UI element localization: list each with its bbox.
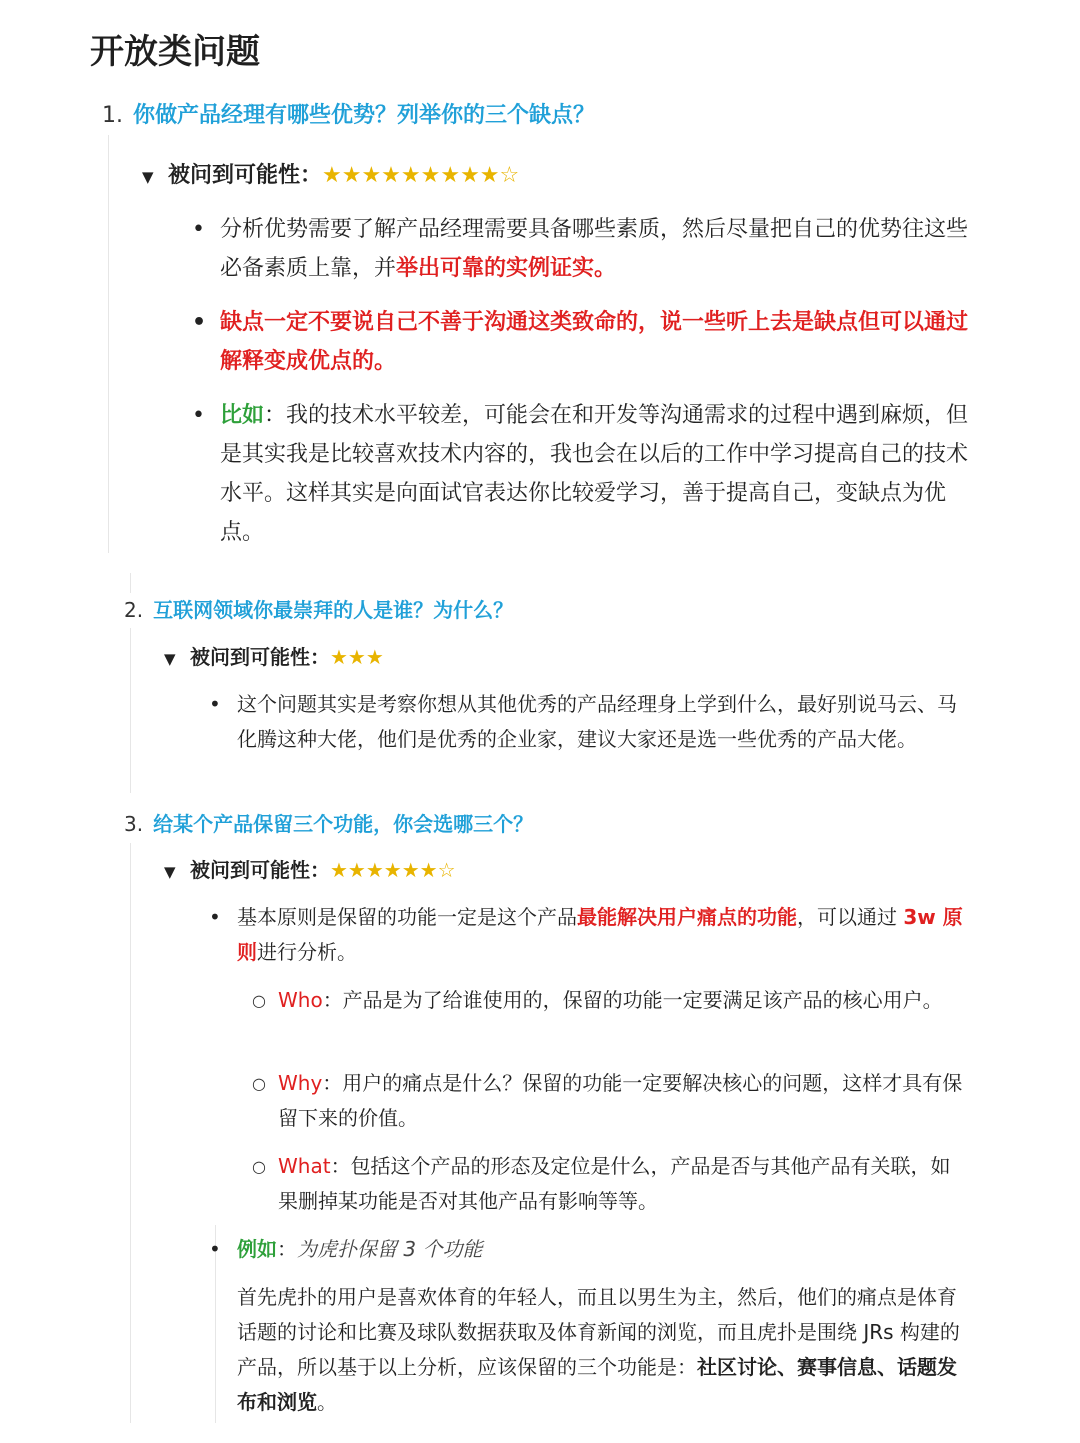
toggle-likelihood[interactable] [164,640,384,677]
example-label: 例如 [237,1237,277,1261]
highlight-text: 举出可靠的实例证实。 [396,256,617,281]
question-3 [124,808,533,837]
bullet-icon: • [192,310,207,335]
triangle-down-icon[interactable]: ▼ [164,650,176,668]
example-label: 比如 [220,403,265,428]
question-2 [124,594,513,623]
sub-list-item-who: ○ Who：产品是为了给谁使用的，保留的功能一定要满足该产品的核心用户。 [278,983,968,1018]
list-item: • 例如：为虎扑保留 3 个功能 [237,1232,967,1267]
list-item: • 这个问题其实是考察你想从其他优秀的产品经理身上学到什么，最好别说马云、马化腾这种大佬，他们是优秀的企业家，建议大家还是选一些优秀的产品大佬。 [237,687,967,757]
sub-list-item-what: ○ What：包括这个产品的形态及定位是什么，产品是否与其他产品有关联，如果删掉某功能是否对其他产品有影响等等。 [278,1149,968,1219]
toggle-likelihood[interactable] [164,853,456,890]
list-item: • 分析优势需要了解产品经理需要具备哪些素质，然后尽量把自己的优势往这些必备素质上靠，并举出可靠的实例证实。 [220,210,975,288]
circle-bullet-icon: ○ [252,991,266,1010]
indent-guide [130,628,131,793]
toggle-label: 被问到可能性： [190,645,330,669]
bullet-icon: • [209,905,221,929]
highlight-text: 3w 原则 [237,905,963,964]
question-text: 互联网领域你最崇拜的人是谁？为什么？ [153,598,514,622]
toggle-label: 被问到可能性： [168,163,323,188]
star-rating: ★★★★★★☆ [330,858,456,882]
example-title: 为虎扑保留 3 个功能 [297,1237,483,1261]
indent-guide [130,573,131,593]
toggle-likelihood[interactable] [142,156,519,197]
bullet-icon: • [209,692,221,716]
bullet-icon: • [192,403,205,428]
bullet-icon: • [192,217,205,242]
who-label: Who [278,988,323,1012]
indent-guide [130,843,131,1423]
list-item: • 比如：我的技术水平较差，可能会在和开发等沟通需求的过程中遇到麻烦，但是其实我是比较喜欢技术内容的，我也会在以后的工作中学习提高自己的技术水平。这样其实是向面试官表达你比较爱学习，善于提高自己，变缺点为优点。 [220,396,975,552]
why-label: Why [278,1071,323,1095]
question-1 [102,98,595,129]
sub-list-item-why: ○ Why：用户的痛点是什么？保留的功能一定要解决核心的问题，这样才具有保留下来的价值。 [278,1066,968,1136]
list-item: • 缺点一定不要说自己不善于沟通这类致命的，说一些听上去是缺点但可以通过解释变成优点的。 [220,303,975,381]
indent-guide [108,135,109,553]
circle-bullet-icon: ○ [252,1157,266,1176]
question-text: 给某个产品保留三个功能，你会选哪三个？ [153,812,534,836]
toggle-label: 被问到可能性： [190,858,330,882]
example-answer: 社区讨论、赛事信息、话题发布和浏览 [237,1355,957,1414]
question-text: 你做产品经理有哪些优势？列举你的三个缺点？ [133,103,596,128]
triangle-down-icon[interactable]: ▼ [142,168,154,186]
highlight-text: 最能解决用户痛点的功能 [577,905,797,929]
triangle-down-icon[interactable]: ▼ [164,863,176,881]
circle-bullet-icon: ○ [252,1074,266,1093]
question-number: 3. [124,812,144,836]
bullet-icon: • [209,1237,221,1261]
star-rating: ★★★★★★★★★☆ [322,163,520,188]
page-title: 开放类问题 [90,32,260,72]
what-label: What [278,1154,331,1178]
list-item: • 基本原则是保留的功能一定是这个产品最能解决用户痛点的功能，可以通过 3w 原则进行分析。 [237,900,967,970]
example-body: 首先虎扑的用户是喜欢体育的年轻人，而且以男生为主，然后，他们的痛点是体育话题的讨论和比赛及球队数据获取及体育新闻的浏览，而且虎扑是围绕 JRs 构建的产品，所以基于以上分析，应该保留的三个功能是：社区讨论、赛事信息、话题发布和浏览。 [237,1285,960,1414]
question-number: 2. [124,598,144,622]
question-number: 1. [102,103,123,128]
star-rating: ★★★ [330,645,384,669]
